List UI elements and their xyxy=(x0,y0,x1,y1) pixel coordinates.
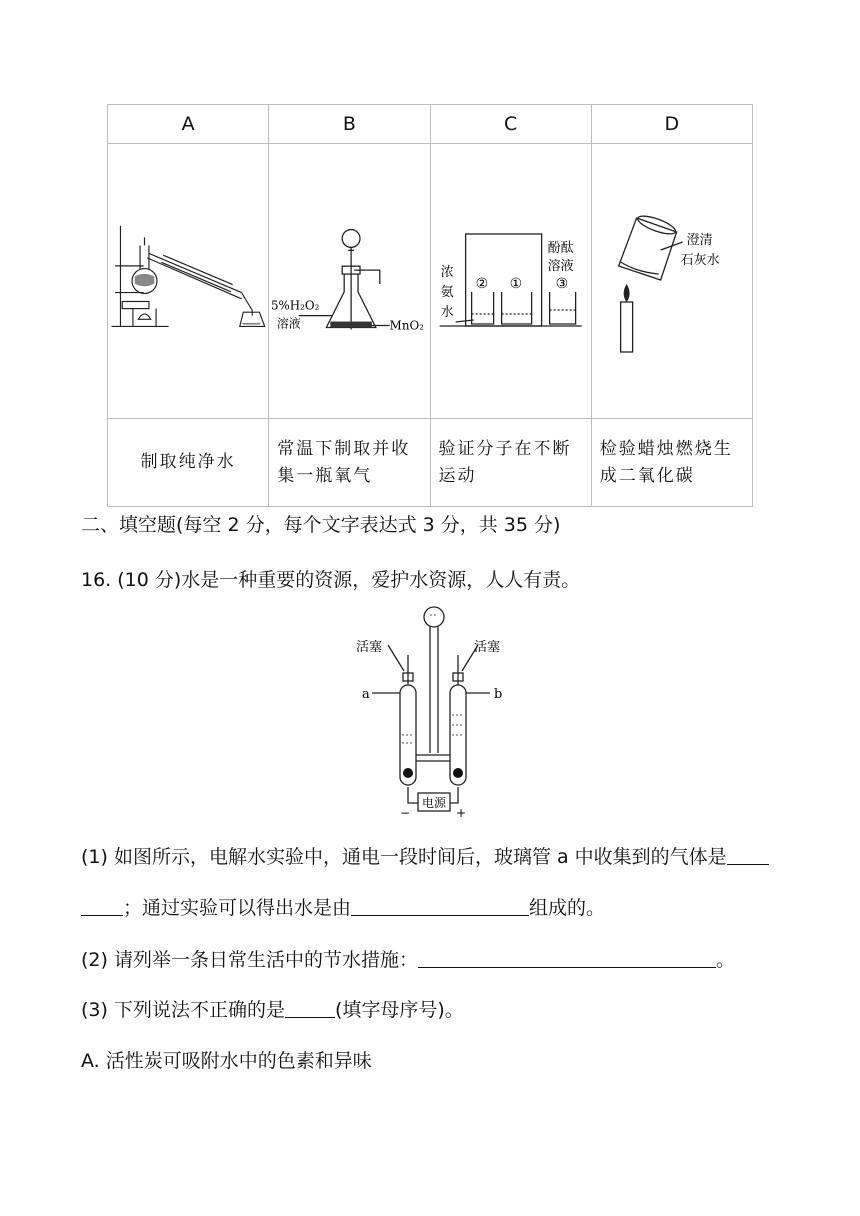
answer-blank-1c[interactable] xyxy=(351,897,529,916)
answer-blank-1b[interactable] xyxy=(81,897,123,916)
label-power-supply: 电源 xyxy=(422,796,447,810)
label-solution: 溶液 xyxy=(277,316,301,331)
label-beaker-2: ② xyxy=(475,276,488,292)
label-minus: − xyxy=(400,806,411,820)
oxygen-generator-image xyxy=(269,144,429,418)
question-2-end: 。 xyxy=(715,949,735,971)
label-clear: 澄清 xyxy=(686,233,713,248)
header-d: D xyxy=(591,105,752,144)
distillation-apparatus-image xyxy=(108,144,268,418)
candle-limewater-image xyxy=(592,144,752,418)
description-a: 制取纯净水 xyxy=(108,419,269,507)
description-c: 验证分子在不断运动 xyxy=(430,419,591,507)
question-1-text-3: 组成的。 xyxy=(529,897,606,919)
label-stopcock-left: 活塞 xyxy=(356,640,383,655)
section-title: 二、填空题(每空 2 分，每个文字表达式 3 分，共 35 分) xyxy=(81,514,561,536)
label-beaker-1: ① xyxy=(509,276,522,292)
question-3-line xyxy=(81,995,464,1022)
molecular-motion-image xyxy=(431,144,591,418)
options-table xyxy=(107,104,753,507)
description-d: 检验蜡烛燃烧生成二氧化碳 xyxy=(591,419,752,507)
question-1-line-1 xyxy=(81,842,769,869)
description-b: 常温下制取并收集一瓶氧气 xyxy=(269,419,430,507)
answer-blank-2[interactable] xyxy=(418,949,716,968)
answer-blank-1a[interactable] xyxy=(727,846,769,865)
label-mno2: MnO₂ xyxy=(389,318,425,333)
label-phenolphthalein: 酚酞 xyxy=(547,241,574,256)
label-indicator-solution: 溶液 xyxy=(547,259,574,274)
question-1-line-2 xyxy=(81,893,605,920)
option-a: A. 活性炭可吸附水中的色素和异味 xyxy=(81,1050,372,1072)
question-1-text-2: ；通过实验可以得出水是由 xyxy=(123,897,352,919)
label-tube-a: a xyxy=(362,687,370,702)
image-cell-a xyxy=(108,144,269,419)
label-stopcock-right: 活塞 xyxy=(474,640,501,655)
label-ammonia-3: 水 xyxy=(440,305,454,320)
label-h2o2: 5%H₂O₂ xyxy=(271,298,320,313)
question-1-text: (1) 如图所示，电解水实验中，通电一段时间后，玻璃管 a 中收集到的气体是 xyxy=(81,846,727,868)
image-cell-d xyxy=(591,144,752,419)
label-tube-b: b xyxy=(494,687,503,702)
image-cell-b xyxy=(269,144,430,419)
label-beaker-3: ③ xyxy=(555,276,568,292)
question-2-text: (2) 请列举一条日常生活中的节水措施： xyxy=(81,949,418,971)
question-16-title: 16. (10 分)水是一种重要的资源，爱护水资源，人人有责。 xyxy=(81,569,581,591)
answer-blank-3[interactable] xyxy=(285,999,335,1018)
question-2-line xyxy=(81,945,735,972)
header-c: C xyxy=(430,105,591,144)
electrolysis-apparatus-figure xyxy=(352,605,512,821)
question-3-end: (填字母序号)。 xyxy=(334,999,464,1021)
label-limewater: 石灰水 xyxy=(680,253,720,268)
image-cell-c xyxy=(430,144,591,419)
label-ammonia-2: 氨 xyxy=(440,285,454,300)
header-a: A xyxy=(108,105,269,144)
label-plus: + xyxy=(456,806,467,820)
label-ammonia-1: 浓 xyxy=(440,265,454,280)
question-3-text: (3) 下列说法不正确的是 xyxy=(81,999,285,1021)
header-b: B xyxy=(269,105,430,144)
